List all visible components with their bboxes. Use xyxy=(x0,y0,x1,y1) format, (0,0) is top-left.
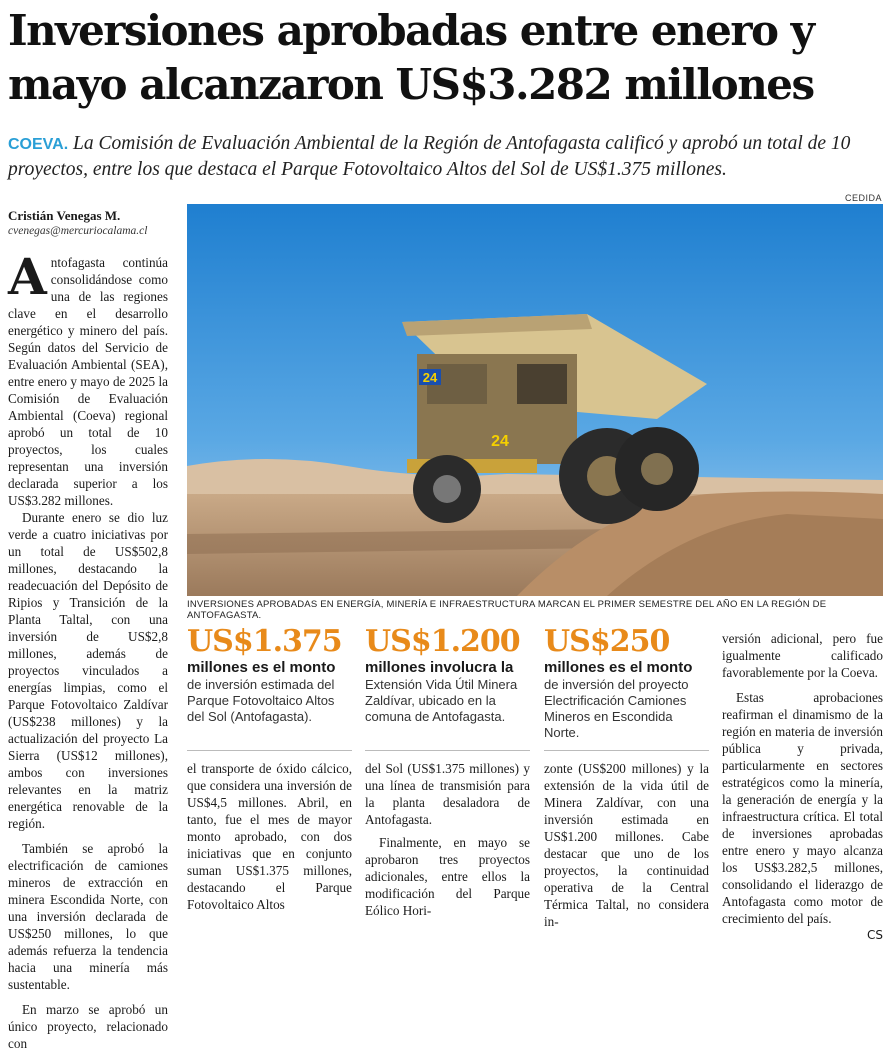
divider xyxy=(544,750,709,751)
article-column-2 xyxy=(187,760,352,913)
lead-text: La Comisión de Evaluación Ambiental de la Región de Antofagasta calificó y aprobó un total de 10 proyectos, entre los que destaca el Parque Fotovoltaico Altos del Sol de US$1.375 millones. xyxy=(8,133,851,180)
photo-caption: INVERSIONES APROBADAS EN ENERGÍA, MINERÍA E INFRAESTRUCTURA MARCAN EL PRIMER SEMESTRE DEL AÑO EN LA REGIÓN DE ANTOFAGASTA. xyxy=(187,599,827,621)
paragraph: Estas aprobaciones reafirman el dinamismo de la región en materia de inversión pública y privada, particularmente en sectores estratégicos como la minería, la generación de energía y la infraestructura crítica. El total de inversiones aprobadas entre enero y mayo alcanza los US$3.282,5 millones, consolidando el liderazgo de Antofagasta como motor de crecimiento del país. xyxy=(722,690,883,926)
lead-paragraph xyxy=(8,131,878,182)
divider xyxy=(187,750,352,751)
paragraph: del Sol (US$1.375 millones) y una línea de transmisión para la planta desaladora de Antofagasta. xyxy=(365,761,530,827)
paragraph: También se aprobó la electrificación de camiones mineros de extracción en minera Escondida Norte, con una inversión declarada de US$250 millones, lo que además refuerza la tendencia hacia una minería más sustentable. xyxy=(8,841,168,992)
article-column-4 xyxy=(544,760,709,930)
paragraph: zonte (US$200 millones) y la extensión de la vida útil de Minera Zaldívar, con una inversión estimada en US$1.200 millones. Cabe destacar que uno de los proyectos, la continuidad operativa de la Central Térmica Taltal, no considera in- xyxy=(544,761,709,929)
truck-number-label: 24 xyxy=(491,433,509,450)
article-column-5 xyxy=(722,630,883,944)
article-column-3 xyxy=(365,760,530,919)
stat-description: Extensión Vida Útil Minera Zaldívar, ubicado en la comuna de Antofagasta. xyxy=(365,677,518,724)
headline: Inversiones aprobadas entre enero y mayo alcanzaron US$3.282 millones xyxy=(8,6,814,109)
stat-box xyxy=(365,625,530,725)
stat-box xyxy=(187,625,352,725)
paragraph: Durante enero se dio luz verde a cuatro iniciativas por un total de US$502,8 millones, destacando la readecuación del Depósito de Ripios y Transición de la Planta Taltal, con una inversión de US$2,8 millones, además de proyectos vinculados a energías limpias, como el Parque Fotovoltaico Zaldívar (US$238 millones) y la actualización del proyecto La Sierra (US$12 millones), ambos con inversiones relevantes en la matriz energética renovable de la región. xyxy=(8,510,168,831)
end-mark-icon: CS xyxy=(867,928,883,942)
paragraph: el transporte de óxido cálcico, que considera una inversión de US$4,5 millones. Abril, en tanto, fue el mes de mayor monto aprobado, con dos iniciativas que en conjunto suman US$1.375 millones, destacando el Parque Fotovoltaico Altos xyxy=(187,761,352,912)
stat-label: millones es el monto xyxy=(187,659,336,676)
article-column-1 xyxy=(8,247,168,1052)
truck-number-label: 24 xyxy=(422,370,438,385)
author-email: cvenegas@mercuriocalama.cl xyxy=(8,225,148,237)
lead-kicker: COEVA. xyxy=(8,136,69,153)
stat-value: US$250 xyxy=(544,624,670,659)
stat-value: US$1.375 xyxy=(187,624,342,659)
stat-label: millones es el monto xyxy=(544,659,693,676)
paragraph: Antofagasta continúa consolidándose como una de las regiones clave en el desarrollo energético y minero del país. Según datos del Servicio de Evaluación Ambiental (SEA), entre enero y mayo de 2025 la Comisión de Evaluación Ambiental (Coeva) regional aprobó un total de 10 proyectos, los cuales representan una inversión declarada superior a los US$3.282 millones. xyxy=(8,247,168,508)
stat-label: millones involucra la xyxy=(365,659,514,676)
stat-description: de inversión del proyecto Electrificación Camiones Mineros en Escondida Norte. xyxy=(544,677,689,740)
dropcap: A xyxy=(8,247,47,306)
paragraph: En marzo se aprobó un único proyecto, relacionado con xyxy=(8,1002,168,1051)
photo-credit: CEDIDA xyxy=(844,193,882,203)
stat-value: US$1.200 xyxy=(365,624,520,659)
stat-description: de inversión estimada del Parque Fotovoltaico Altos del Sol (Antofagasta). xyxy=(187,677,335,724)
divider xyxy=(365,750,530,751)
paragraph: versión adicional, pero fue igualmente calificado favorablemente por la Coeva. xyxy=(722,631,883,680)
photo-mining-truck xyxy=(187,204,883,596)
paragraph: Finalmente, en mayo se aprobaron tres proyectos adicionales, entre ellos la modificación del Parque Eólico Hori- xyxy=(365,835,530,918)
byline: Cristián Venegas M. xyxy=(8,208,121,223)
stat-box xyxy=(544,625,709,741)
